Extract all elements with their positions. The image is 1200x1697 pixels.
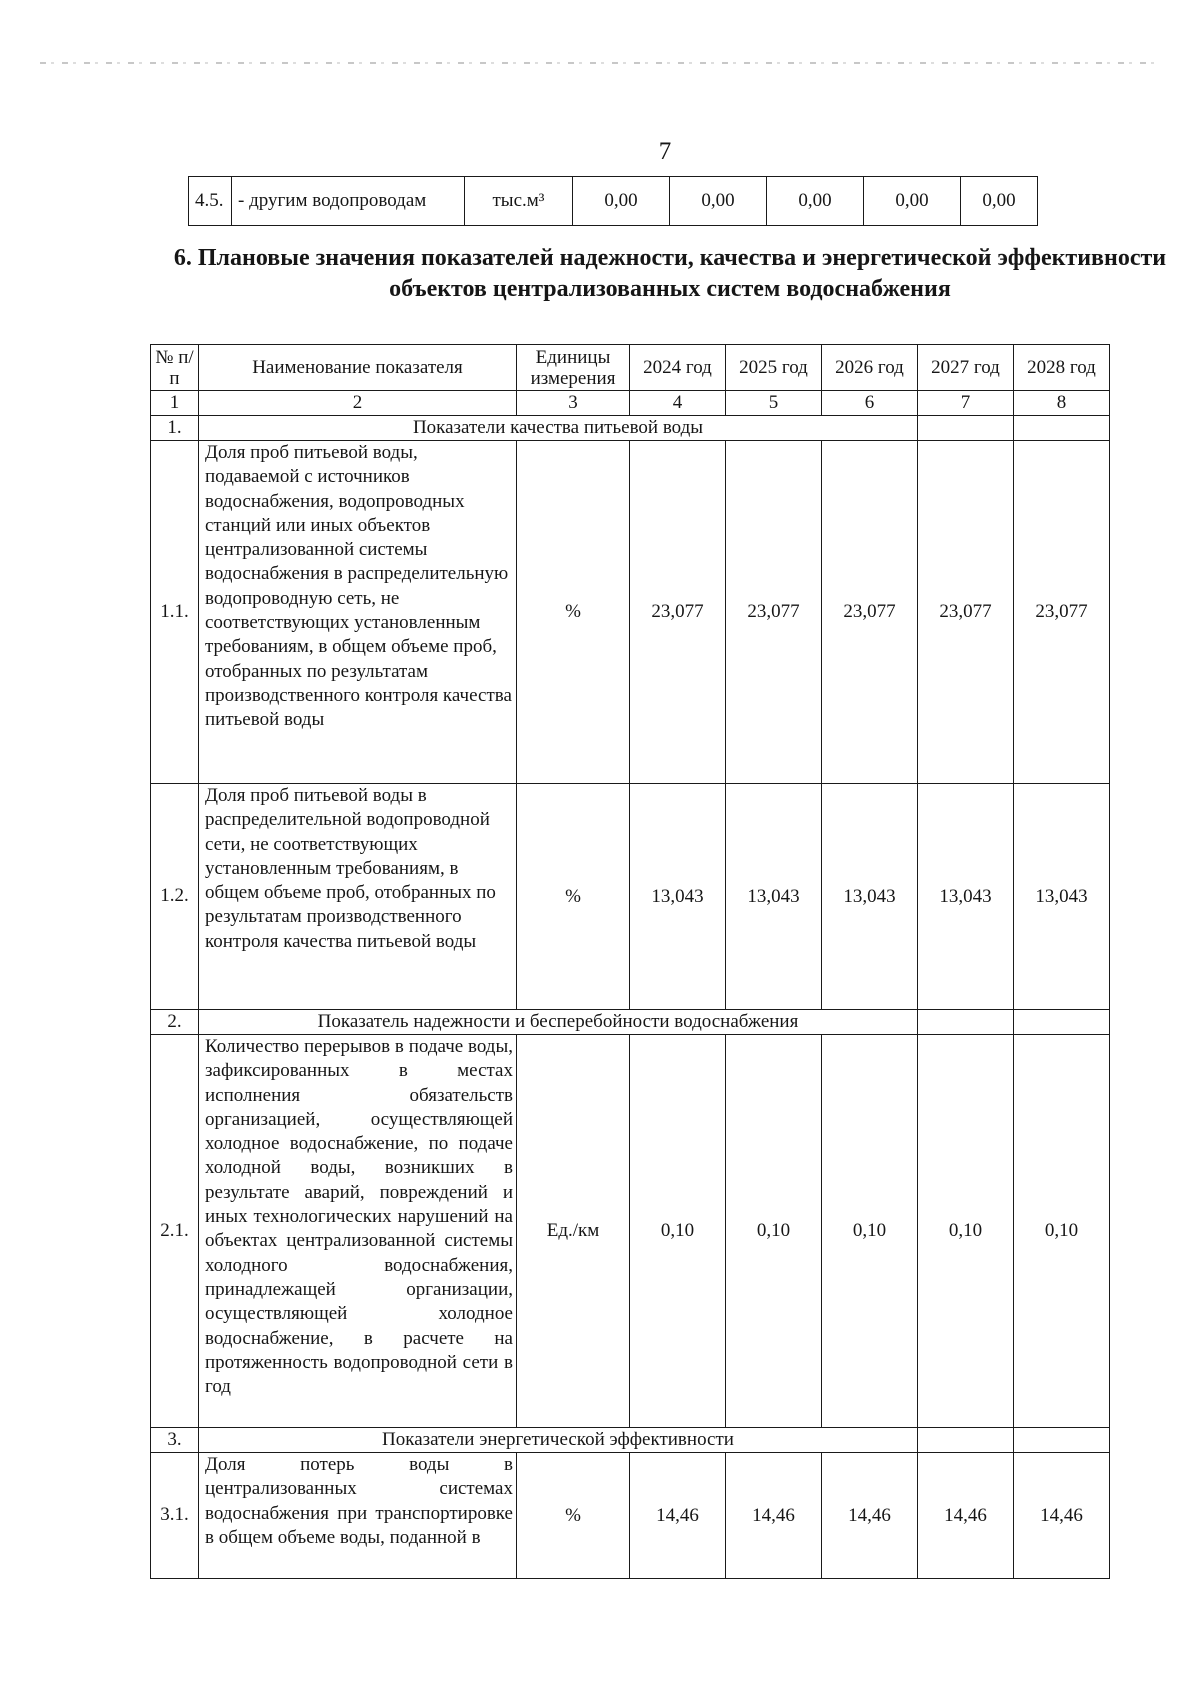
indicator-unit: %	[517, 1453, 630, 1579]
table-row	[151, 1035, 1110, 1428]
continuation-table	[188, 176, 1038, 226]
empty-cell	[918, 1010, 1014, 1035]
section-title: Показатель надежности и бесперебойности водоснабжения	[199, 1010, 918, 1035]
indicator-value: 23,077	[1014, 441, 1110, 784]
row-value: 0,00	[670, 177, 767, 226]
indicator-value: 0,10	[822, 1035, 918, 1428]
row-name: - другим водопроводам	[232, 177, 465, 226]
indicator-name: Доля проб питьевой воды в распределительной водопроводной сети, не соответствующих установленным требованиям, в общем объеме проб, отобранных по результатам производственного контроля качества питьевой воды	[199, 784, 517, 1010]
table-row	[151, 441, 1110, 784]
row-unit: тыс.м³	[465, 177, 573, 226]
indicator-value: 23,077	[918, 441, 1014, 784]
column-number: 8	[1014, 391, 1110, 416]
indicator-value: 0,10	[1014, 1035, 1110, 1428]
section-row	[151, 1428, 1110, 1453]
empty-cell	[918, 416, 1014, 441]
indicator-value: 13,043	[1014, 784, 1110, 1010]
indicator-unit: Ед./км	[517, 1035, 630, 1428]
section-number: 3.	[151, 1428, 199, 1453]
indicator-value: 13,043	[822, 784, 918, 1010]
row-number: 3.1.	[151, 1453, 199, 1579]
section-number: 2.	[151, 1010, 199, 1035]
indicator-value: 23,077	[726, 441, 822, 784]
header-year: 2024 год	[630, 345, 726, 391]
row-number: 1.1.	[151, 441, 199, 784]
row-number: 2.1.	[151, 1035, 199, 1428]
header-year: 2028 год	[1014, 345, 1110, 391]
section-title: Показатели качества питьевой воды	[199, 416, 918, 441]
header-year: 2026 год	[822, 345, 918, 391]
empty-cell	[918, 1428, 1014, 1453]
section-title: Показатели энергетической эффективности	[199, 1428, 918, 1453]
indicator-value: 0,10	[726, 1035, 822, 1428]
indicator-value: 14,46	[726, 1453, 822, 1579]
page-number: 7	[658, 138, 672, 165]
table-row	[189, 177, 1038, 226]
indicator-value: 0,10	[918, 1035, 1014, 1428]
empty-cell	[1014, 416, 1110, 441]
column-number: 3	[517, 391, 630, 416]
section-number: 1.	[151, 416, 199, 441]
indicators-table	[150, 344, 1110, 1579]
header-row	[151, 345, 1110, 391]
row-number: 4.5.	[189, 177, 232, 226]
row-value: 0,00	[767, 177, 864, 226]
column-number: 2	[199, 391, 517, 416]
indicator-value: 23,077	[630, 441, 726, 784]
header-num: № п/п	[151, 345, 199, 391]
header-year: 2025 год	[726, 345, 822, 391]
indicator-name: Доля потерь воды в централизованных системах водоснабжения при транспортировке в общем объеме воды, поданной в	[199, 1453, 517, 1579]
row-value: 0,00	[864, 177, 961, 226]
row-value: 0,00	[573, 177, 670, 226]
indicator-value: 0,10	[630, 1035, 726, 1428]
indicator-value: 13,043	[630, 784, 726, 1010]
column-number: 7	[918, 391, 1014, 416]
indicator-value: 14,46	[822, 1453, 918, 1579]
column-numbers-row	[151, 391, 1110, 416]
table-row	[151, 1453, 1110, 1579]
header-name: Наименование показателя	[199, 345, 517, 391]
column-number: 6	[822, 391, 918, 416]
empty-cell	[1014, 1428, 1110, 1453]
row-value: 0,00	[961, 177, 1038, 226]
scan-artifact-line	[40, 62, 1160, 64]
column-number: 4	[630, 391, 726, 416]
empty-cell	[1014, 1010, 1110, 1035]
indicator-value: 14,46	[918, 1453, 1014, 1579]
table-row	[151, 784, 1110, 1010]
header-unit: Единицы измерения	[517, 345, 630, 391]
indicator-value: 13,043	[918, 784, 1014, 1010]
indicator-value: 14,46	[630, 1453, 726, 1579]
indicator-name: Доля проб питьевой воды, подаваемой с источников водоснабжения, водопроводных станций или иных объектов централизованной системы водоснабжения в распределительную водопроводную сеть, не соответствующих установленным требованиям, в общем объеме проб, отобранных по результатам производственного контроля качества питьевой воды	[199, 441, 517, 784]
indicator-value: 23,077	[822, 441, 918, 784]
header-year: 2027 год	[918, 345, 1014, 391]
row-number: 1.2.	[151, 784, 199, 1010]
indicator-value: 13,043	[726, 784, 822, 1010]
section-row	[151, 1010, 1110, 1035]
indicator-name: Количество перерывов в подаче воды, зафиксированных в местах исполнения обязательств организацией, осуществляющей холодное водоснабжение, по подаче холодной воды, возникших в результате аварий, повреждений и иных технологических нарушений на объектах централизованной системы холодного водоснабжения, принадлежащей организации, осуществляющей холодное водоснабжение, в расчете на протяженность водопроводной сети в год	[199, 1035, 517, 1428]
column-number: 5	[726, 391, 822, 416]
indicator-unit: %	[517, 441, 630, 784]
section-row	[151, 416, 1110, 441]
indicator-value: 14,46	[1014, 1453, 1110, 1579]
column-number: 1	[151, 391, 199, 416]
indicator-unit: %	[517, 784, 630, 1010]
section-heading: 6. Плановые значения показателей надежности, качества и энергетической эффективности объектов централизованных систем водоснабжения	[173, 245, 1167, 302]
